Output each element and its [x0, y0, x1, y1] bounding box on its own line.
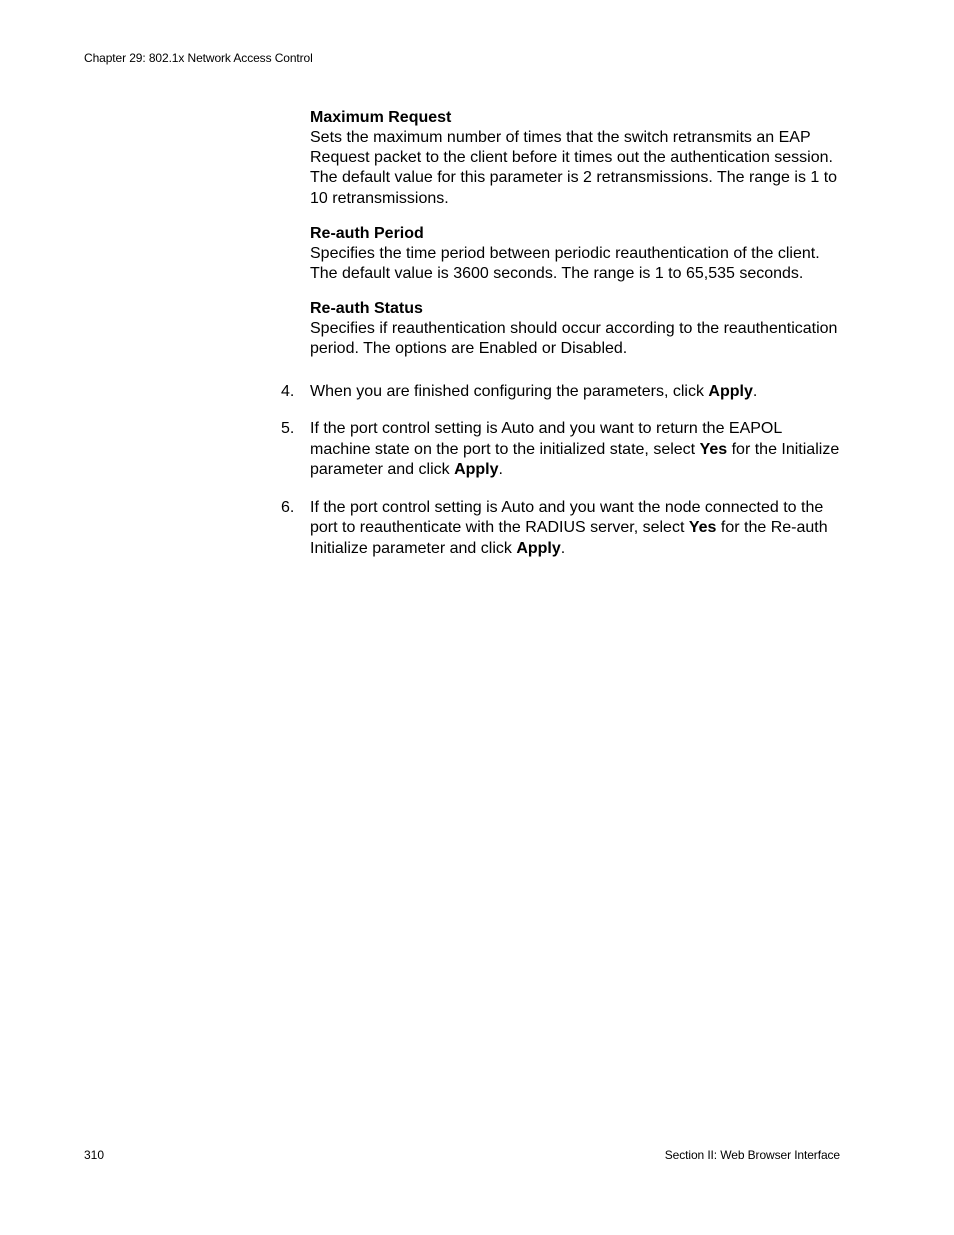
steps-list: [281, 382, 845, 560]
step-number: 6.: [281, 498, 295, 516]
param-description: Sets the maximum number of times that the switch retransmits an EAP Request packet to the client before it times out the authentication session. The default value for this parameter is 2 retransmissions. The range is 1 to 10 retransmissions.: [310, 129, 838, 207]
step-item: [281, 382, 845, 403]
step-text: .: [752, 382, 758, 400]
step-bold-term: Yes: [688, 519, 717, 537]
step-bold-term: Apply: [454, 461, 499, 479]
param-reauth-status: [310, 299, 845, 359]
step-text: for the Initialize parameter and click: [310, 440, 840, 479]
step-text: If the port control setting is Auto and you want to return the EAPOL machine state on the port to the initialized state, select: [310, 420, 782, 458]
step-item: [281, 498, 845, 560]
step-bold-term: Yes: [699, 440, 728, 458]
step-text: If the port control setting is Auto and you want the node connected to the port to reauthenticate with the RADIUS server, select: [310, 498, 824, 537]
step-number: 4.: [281, 382, 295, 400]
page-content: [281, 108, 845, 576]
page-number: 310: [84, 1148, 105, 1162]
step-text: .: [560, 539, 566, 557]
step-text: for the Re-auth Initialize parameter and click: [310, 519, 828, 557]
step-item: [281, 419, 845, 481]
param-title: Re-auth Period: [310, 224, 424, 242]
param-title: Maximum Request: [310, 109, 452, 126]
step-number: 5.: [281, 420, 295, 438]
step-bold-term: Apply: [708, 382, 753, 400]
param-description: Specifies if reauthentication should occur according to the reauthentication period. The options are Enabled or Disabled.: [310, 320, 838, 358]
section-footer: Section II: Web Browser Interface: [664, 1148, 840, 1162]
param-reauth-period: [310, 224, 845, 284]
step-text: .: [498, 461, 503, 479]
step-text: When you are finished configuring the parameters, click: [310, 382, 709, 400]
param-title: Re-auth Status: [310, 300, 423, 318]
param-description: Specifies the time period between periodic reauthentication of the client. The default value is 3600 seconds. The range is 1 to 65,535 seconds.: [310, 244, 820, 283]
step-bold-term: Apply: [516, 539, 561, 557]
param-maximum-request: [310, 108, 845, 209]
running-header: Chapter 29: 802.1x Network Access Control: [84, 51, 313, 65]
